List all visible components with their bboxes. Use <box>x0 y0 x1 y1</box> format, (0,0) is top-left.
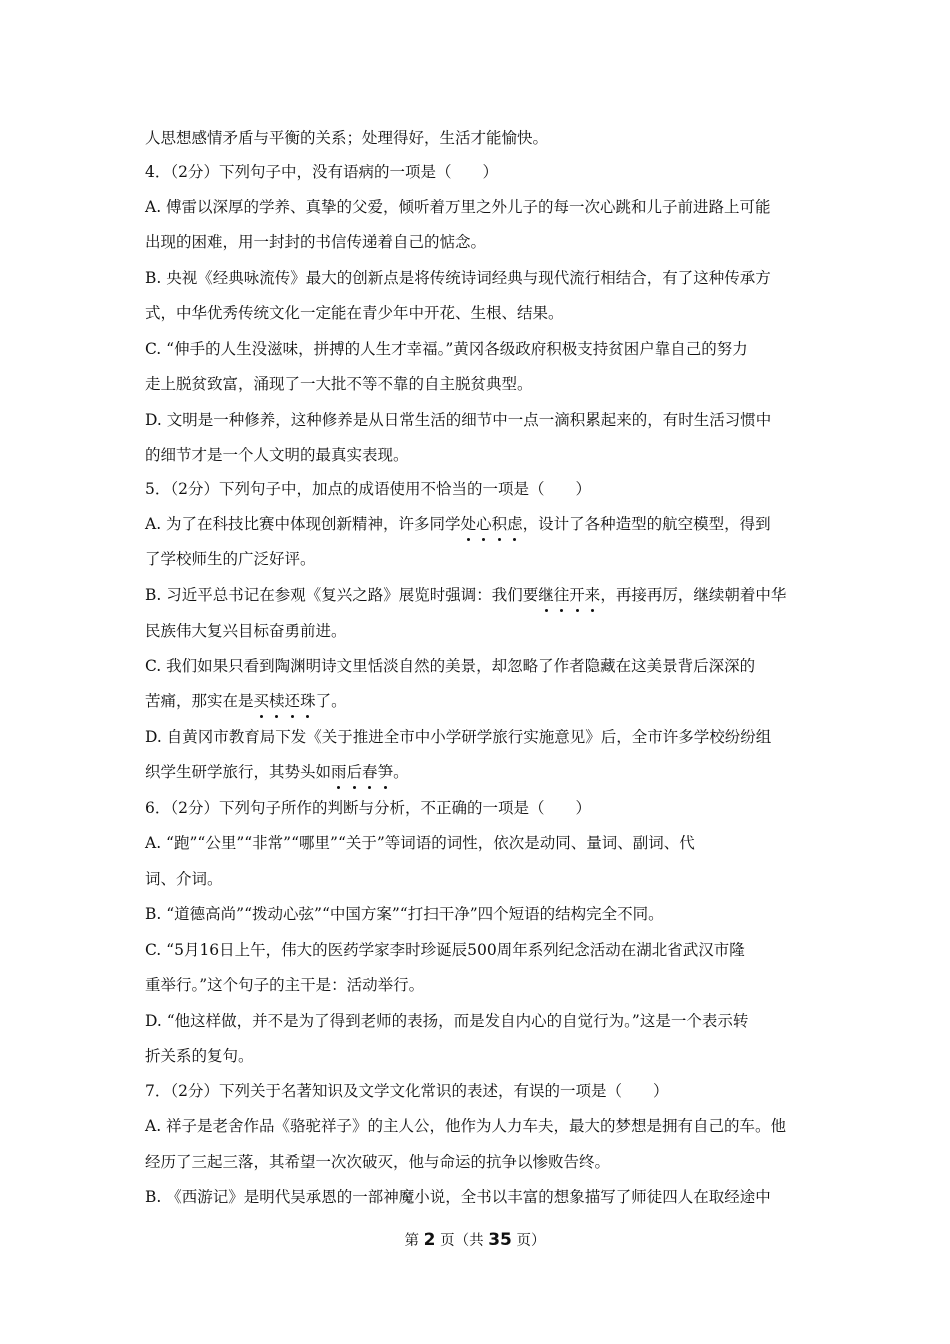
page-total: 35 <box>488 1230 512 1250</box>
text-line: 词、介词。 <box>145 870 223 888</box>
text-line: 走上脱贫致富，涌现了一大批不等不靠的自主脱贫典型。 <box>145 375 533 393</box>
text-line: 了学校师生的广泛好评。 <box>145 550 316 568</box>
text-line: 出现的困难，用一封封的书信传递着自己的惦念。 <box>145 233 487 251</box>
text-line: 人思想感情矛盾与平衡的关系；处理得好，生活才能愉快。 <box>145 129 549 147</box>
text-line: 的细节才是一个人文明的最真实表现。 <box>145 446 409 464</box>
text-line: 重举行。”这个句子的主干是：活动举行。 <box>145 976 425 994</box>
q6-option-c: C. “5月16日上午，伟大的医药学家李时珍诞辰500周年系列纪念活动在湖北省武汉市隆 <box>145 941 745 959</box>
q6-option-d: D. “他这样做，并不是为了得到老师的表扬，而是发自内心的自觉行为。”这是一个表示转 <box>145 1012 749 1030</box>
question-5-stem: 5．（2分）下列句子中，加点的成语使用不恰当的一项是（ ） <box>145 480 591 498</box>
text-line: 经历了三起三落，其希望一次次破灭，他与命运的抗争以惨败告终。 <box>145 1153 611 1171</box>
q7-option-a: A. 祥子是老舍作品《骆驼祥子》的主人公，他作为人力车夫，最大的梦想是拥有自己的车。他 <box>145 1117 787 1135</box>
page-footer: 第 2 页（共 35 页） <box>404 1230 546 1250</box>
page-number: 2 <box>423 1230 436 1250</box>
text-line: 民族伟大复兴目标奋勇前进。 <box>145 622 347 640</box>
text-line: 织学生研学旅行，其势头如雨后春笋。 <box>145 760 810 784</box>
text-line: 折关系的复句。 <box>145 1047 254 1065</box>
q5-option-c: C. 我们如果只看到陶渊明诗文里恬淡自然的美景，却忽略了作者隐藏在这美景背后深深的 <box>145 657 756 675</box>
q4-option-c: C. “伸手的人生没滋味，拼搏的人生才幸福。”黄冈各级政府积极支持贫困户靠自己的努力 <box>145 340 748 358</box>
q5-option-a: A. 为了在科技比赛中体现创新精神，许多同学处心积虑，设计了各种造型的航空模型，得到 <box>145 512 810 536</box>
q5-option-b: B. 习近平总书记在参观《复兴之路》展览时强调：我们要继往开来，再接再厉，继续朝着中华 <box>145 583 810 607</box>
q7-option-b: B. 《西游记》是明代吴承恩的一部神魔小说，全书以丰富的想象描写了师徒四人在取经途中 <box>145 1188 771 1206</box>
q4-option-d: D. 文明是一种修养，这种修养是从日常生活的细节中一点一滴积累起来的，有时生活习惯中 <box>145 411 772 429</box>
text-line: 式，中华优秀传统文化一定能在青少年中开花、生根、结果。 <box>145 304 564 322</box>
dotted-idiom: 雨后春笋 <box>331 763 393 781</box>
question-4-stem: 4．（2分）下列句子中，没有语病的一项是（ ） <box>145 163 498 181</box>
q6-option-a: A. “跑”“公里”“非常”“哪里”“关于”等词语的词性，依次是动同、量词、副词、代 <box>145 834 695 852</box>
question-7-stem: 7．（2分）下列关于名著知识及文学文化常识的表述，有误的一项是（ ） <box>145 1082 669 1100</box>
dotted-idiom: 处心积虑 <box>461 515 523 533</box>
q5-option-d: D. 自黄冈市教育局下发《关于推进全市中小学研学旅行实施意见》后，全市许多学校纷纷组 <box>145 728 772 746</box>
question-6-stem: 6．（2分）下列句子所作的判断与分析，不正确的一项是（ ） <box>145 799 591 817</box>
q4-option-b: B. 央视《经典咏流传》最大的创新点是将传统诗词经典与现代流行相结合，有了这种传承方 <box>145 269 771 287</box>
q6-option-b: B. “道德高尚”“拨动心弦”“中国方案”“打扫干净”四个短语的结构完全不同。 <box>145 905 664 923</box>
dotted-idiom: 买椟还珠 <box>254 692 316 710</box>
q4-option-a: A. 傅雷以深厚的学养、真挚的父爱，倾听着万里之外儿子的每一次心跳和儿子前进路上可能 <box>145 198 771 216</box>
text-line: 苦痛，那实在是买椟还珠了。 <box>145 689 810 713</box>
dotted-idiom: 继往开来 <box>538 586 600 604</box>
